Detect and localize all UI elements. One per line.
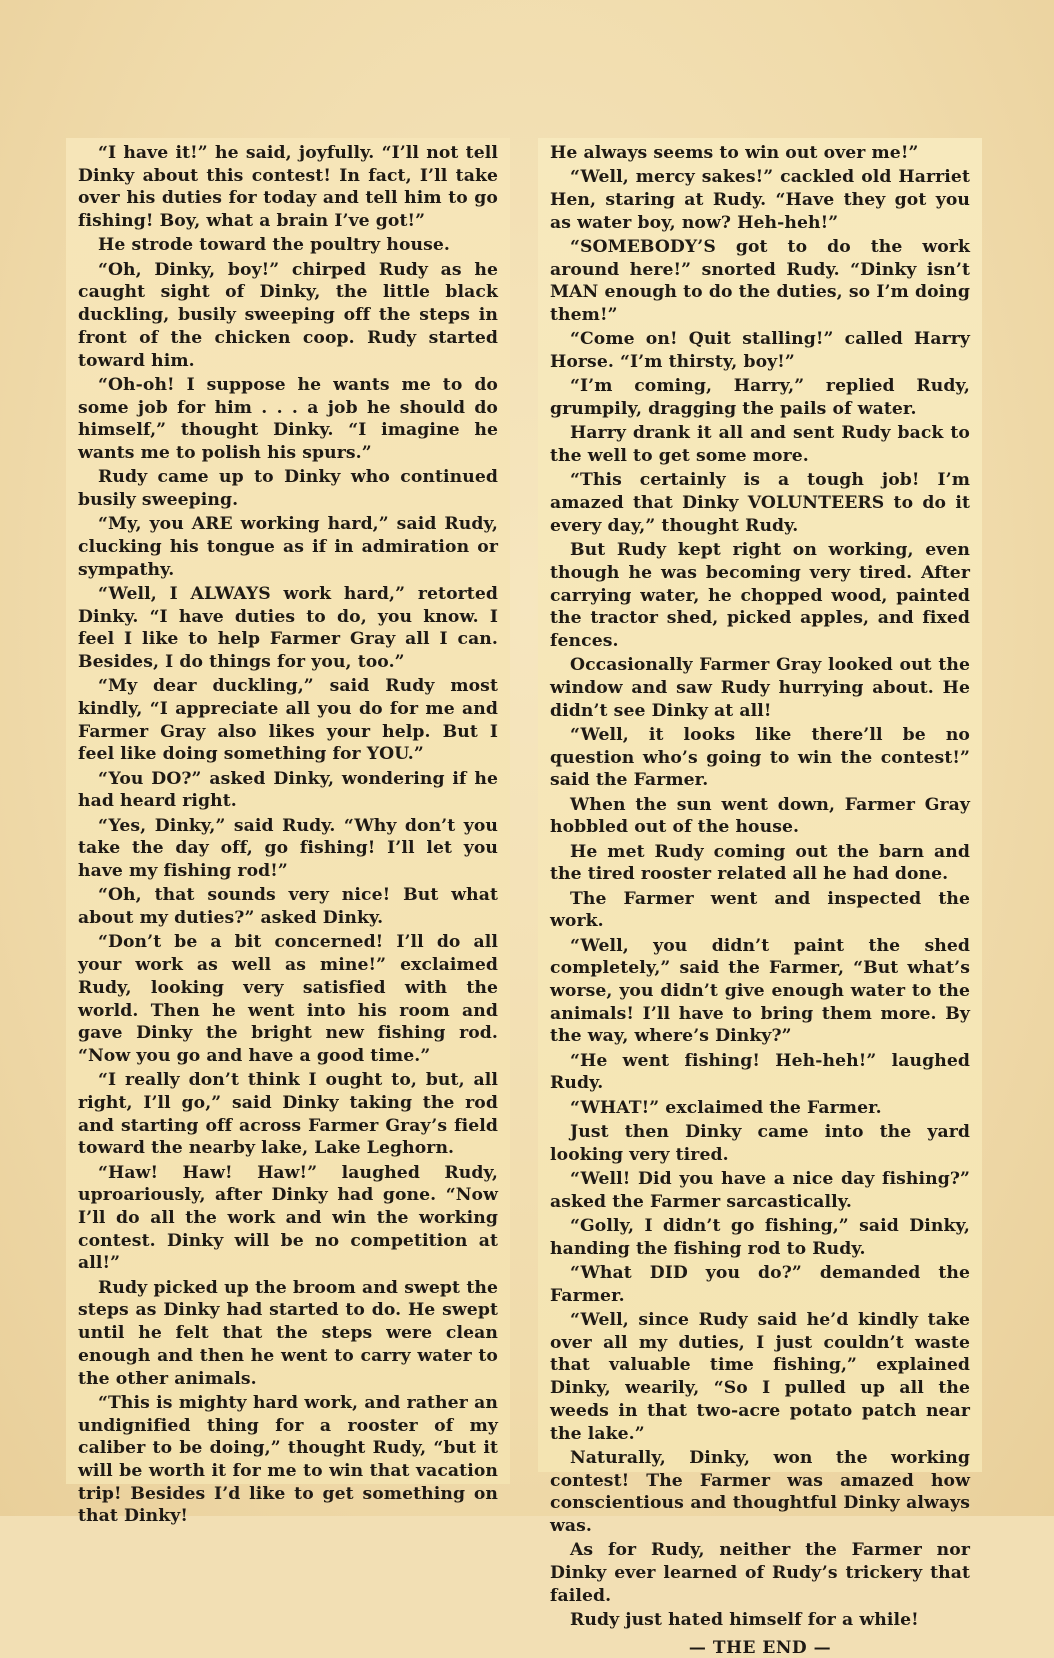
right-paragraph: Just then Dinky came into the yard looking very tired. <box>550 1122 970 1165</box>
right-paragraph: “Golly, I didn’t go fishing,” said Dinky, handing the fishing rod to Rudy. <box>550 1216 970 1259</box>
right-paragraph: Harry drank it all and sent Rudy back to the well to get some more. <box>550 423 970 467</box>
right-paragraph: As for Rudy, neither the Farmer nor Dinky ever learned of Rudy’s trickery that failed. <box>550 1540 970 1606</box>
right-paragraph: “SOMEBODY’S got to do the work around here!” snorted Rudy. “Dinky isn’t MAN enough to do the duties, so I’m doing them!” <box>550 237 970 326</box>
left-paragraph: “Haw! Haw! Haw!” laughed Rudy, uproariously, after Dinky had gone. “Now I’ll do all the work and win the working contest. Dinky will be no competition at all!” <box>78 1162 498 1274</box>
right-text-column <box>538 138 982 1658</box>
left-paragraph: “I have it!” he said, joyfully. “I’ll not tell Dinky about this contest! In fact, I’ll take over his duties for today and tell him to go fishing! Boy, what a brain I’ve got!” <box>78 143 498 232</box>
right-paragraph: “Well, since Rudy said he’d kindly take over all my duties, I just couldn’t waste that valuable time fishing,” explained Dinky, wearily, “So I pulled up all the weeds in that two-acre potato patch near the lake.” <box>550 1310 970 1444</box>
left-text-column <box>66 138 510 1527</box>
right-paragraph: Naturally, Dinky, won the working contest! The Farmer was amazed how conscientious and thoughtful Dinky always was. <box>550 1447 970 1536</box>
left-paragraph: He strode toward the poultry house. <box>98 235 450 256</box>
left-paragraph: “This is mighty hard work, and rather an undignified thing for a rooster of my caliber to be doing,” thought Rudy, “but it will be worth it for me to win that vacation trip! Besides I’d like to get something on that Dinky! <box>78 1392 498 1527</box>
right-paragraph: “Come on! Quit stalling!” called Harry Horse. “I’m thirsty, boy!” <box>550 329 970 373</box>
right-paragraph: He met Rudy coming out the barn and the tired rooster related all he had done. <box>550 841 970 885</box>
right-paragraph: “He went fishing! Heh-heh!” laughed Rudy. <box>550 1050 970 1094</box>
right-paragraph: He always seems to win out over me!” <box>550 143 919 163</box>
right-paragraph: “I’m coming, Harry,” replied Rudy, grumpily, dragging the pails of water. <box>550 376 970 420</box>
right-paragraph: But Rudy kept right on working, even though he was becoming very tired. After carrying water, he chopped wood, painted the tractor shed, picked apples, and fixed fences. <box>550 540 970 651</box>
right-paragraph: “WHAT!” exclaimed the Farmer. <box>570 1097 882 1118</box>
left-paragraph: “You DO?” asked Dinky, wondering if he had heard right. <box>78 768 498 812</box>
right-paragraph: Occasionally Farmer Gray looked out the window and saw Rudy hurrying about. He didn’t see Dinky at all! <box>550 655 970 721</box>
left-paragraph: “My dear duckling,” said Rudy most kindly, “I appreciate all you do for me and Farmer Gray also likes your help. But I feel like doing something for YOU.” <box>78 676 498 765</box>
right-paragraph: The Farmer went and inspected the work. <box>550 888 970 932</box>
right-paragraph: “What DID you do?” demanded the Farmer. <box>550 1263 970 1306</box>
left-paragraph: “Oh-oh! I suppose he wants me to do some job for him . . . a job he should do himself,” thought Dinky. “I imagine he wants me to polish his spurs.” <box>78 374 498 463</box>
left-paragraph: “Oh, Dinky, boy!” chirped Rudy as he caught sight of Dinky, the little black duckling, busily sweeping off the steps in front of the chicken coop. Rudy started toward him. <box>78 259 498 371</box>
right-paragraph: Rudy just hated himself for a while! <box>570 1609 919 1630</box>
right-paragraph: When the sun went down, Farmer Gray hobbled out of the house. <box>550 794 970 838</box>
left-paragraph: “Yes, Dinky,” said Rudy. “Why don’t you take the day off, go fishing! I’ll let you have my fishing rod!” <box>78 815 498 882</box>
right-paragraph: “Well, mercy sakes!” cackled old Harriet Hen, staring at Rudy. “Have they got you as water boy, now? Heh-heh!” <box>550 167 970 233</box>
left-paragraph: “Don’t be a bit concerned! I’ll do all your work as well as mine!” exclaimed Rudy, looking very satisfied with the world. Then he went into his room and gave Dinky the bright new fishing rod. “Now you go and have a good time.” <box>78 932 498 1066</box>
right-paragraph: “Well, it looks like there’ll be no question who’s going to win the contest!” said the Farmer. <box>550 724 970 791</box>
right-paragraph: “This certainly is a tough job! I’m amazed that Dinky VOLUNTEERS to do it every day,” thought Rudy. <box>550 470 970 536</box>
left-paragraph: “I really don’t think I ought to, but, all right, I’ll go,” said Dinky taking the rod and starting off across Farmer Gray’s field toward the nearby lake, Lake Leghorn. <box>78 1070 498 1159</box>
left-paragraph: Rudy came up to Dinky who continued busily sweeping. <box>78 467 498 510</box>
left-paragraph: “Well, I ALWAYS work hard,” retorted Dinky. “I have duties to do, you know. I feel I like to help Farmer Gray all I can. Besides, I do things for you, too.” <box>78 583 498 673</box>
right-paragraph: “Well, you didn’t paint the shed completely,” said the Farmer, “But what’s worse, you didn’t give enough water to the animals! I’ll have to bring them more. By the way, where’s Dinky?” <box>550 935 970 1047</box>
left-paragraph: Rudy picked up the broom and swept the steps as Dinky had started to do. He swept until he felt that the steps were clean enough and then he went to carry water to the other animals. <box>78 1277 498 1389</box>
left-paragraph: “Oh, that sounds very nice! But what about my duties?” asked Dinky. <box>78 885 498 929</box>
the-end-mark: — THE END — <box>688 1637 832 1658</box>
right-paragraph: “Well! Did you have a nice day fishing?” asked the Farmer sarcastically. <box>550 1169 970 1212</box>
left-paragraph: “My, you ARE working hard,” said Rudy, clucking his tongue as if in admiration or sympathy. <box>78 514 498 580</box>
